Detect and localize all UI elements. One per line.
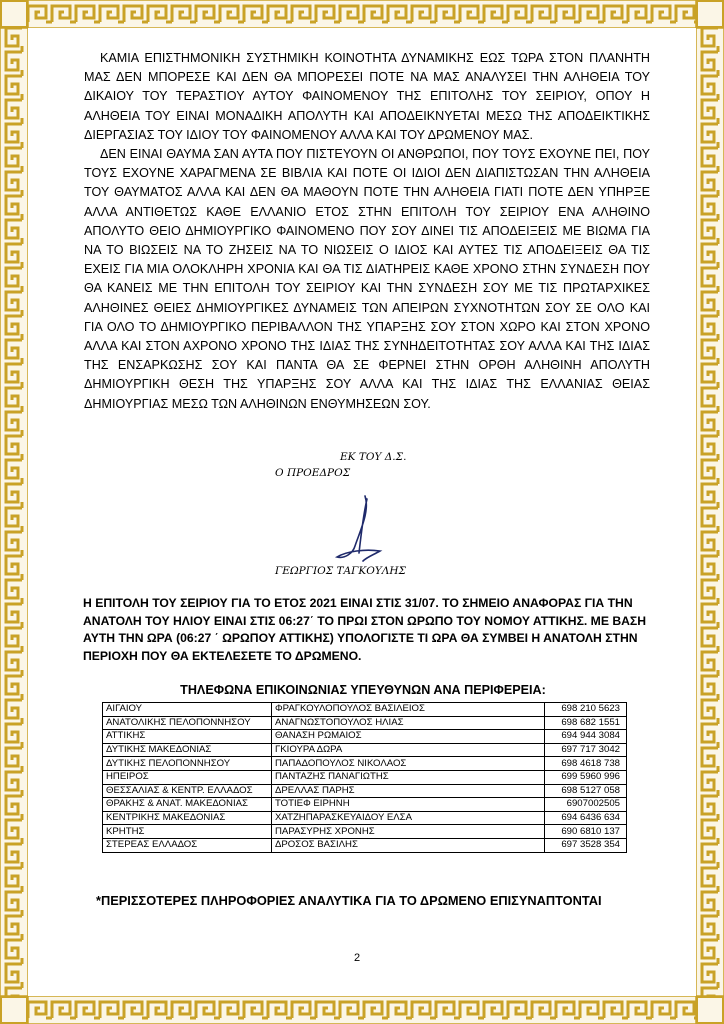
region-cell: ΚΕΝΤΡΙΚΗΣ ΜΑΚΕΔΟΝΙΑΣ bbox=[103, 811, 272, 825]
greek-key-border-bottom bbox=[28, 996, 696, 1024]
person-cell: ΠΑΡΑΣΥΡΗΣ ΧΡΟΝΗΣ bbox=[272, 825, 545, 839]
person-cell: ΑΝΑΓΝΩΣΤΟΠΟΥΛΟΣ ΗΛΙΑΣ bbox=[272, 716, 545, 730]
table-row bbox=[103, 798, 627, 812]
greek-key-border-right bbox=[696, 28, 724, 996]
greek-key-border-left bbox=[0, 28, 28, 996]
greek-key-border-top bbox=[28, 0, 696, 28]
body-text bbox=[84, 49, 650, 414]
phone-cell: 699 5960 996 bbox=[545, 770, 627, 784]
phone-cell: 698 4618 738 bbox=[545, 757, 627, 771]
phone-cell: 6907002505 bbox=[545, 798, 627, 812]
person-cell: ΘΑΝΑΣΗ ΡΩΜΑΙΟΣ bbox=[272, 730, 545, 744]
signature-line-board: ΕΚ ΤΟΥ Δ.Σ. bbox=[340, 451, 407, 463]
table-row bbox=[103, 825, 627, 839]
phone-cell: 697 3528 354 bbox=[545, 838, 627, 852]
person-cell: ΧΑΤΖΗΠΑΡΑΣΚΕΥΑΙΔΟΥ ΕΛΣΑ bbox=[272, 811, 545, 825]
signature-block bbox=[270, 451, 430, 581]
region-cell: ΔΥΤΙΚΗΣ ΜΑΚΕΔΟΝΙΑΣ bbox=[103, 743, 272, 757]
signature-line-title: Ο ΠΡΟΕΔΡΟΣ bbox=[275, 467, 351, 479]
table-row bbox=[103, 743, 627, 757]
person-cell: ΓΚΙΟΥΡΑ ΔΩΡΑ bbox=[272, 743, 545, 757]
phone-cell: 698 210 5623 bbox=[545, 703, 627, 717]
meander-pattern bbox=[6, 28, 22, 996]
signature-name: ΓΕΩΡΓΙΟΣ ΤΑΓΚΟΥΛΗΣ bbox=[275, 565, 406, 577]
person-cell: ΠΑΠΑΔΟΠΟΥΛΟΣ ΝΙΚΟΛΑΟΣ bbox=[272, 757, 545, 771]
paragraph-2: ΔΕΝ ΕΙΝΑΙ ΘΑΥΜΑ ΣΑΝ ΑΥΤΑ ΠΟΥ ΠΙΣΤΕΥΟΥΝ ΟΙ ΑΝΘΡΩΠΟΙ, ΠΟΥ ΤΟΥΣ ΕΧΟΥΝΕ ΠΕΙ, ΠΟΥ ΤΟΥΣ ΕΧΟΥΝΕ ΧΑΡΑΓΜΕΝΑ ΣΕ ΒΙΒΛΙΑ ΚΑΙ ΠΟΤΕ ΟΙ ΙΔΙΟΙ ΔΕΝ ΔΙΑΠΙΣΤΩΣΑΝ ΤΗΝ ΑΛΗΘΕΙΑ ΤΟΥ ΘΑΥΜΑΤΟΣ ΑΛΛΑ ΚΑΙ ΔΕΝ ΘΑ ΜΑΘΟΥΝ ΠΟΤΕ ΤΗΝ ΑΛΗΘΕΙΑ ΓΙΑΤΙ ΠΟΤΕ ΔΕΝ ΥΠΗΡΞΕ ΑΛΛΑ ΑΝΤΙΘΕΤΩΣ ΚΑΘΕ ΕΛΛΑΝΙΟ ΕΤΟΣ ΣΤΗΝ ΕΠΙΤΟΛΗ ΤΟΥ ΣΕΙΡΙΟΥ ΕΝΑ ΑΛΗΘΙΝΟ ΑΠΟΛΥΤΟ ΘΕΙΟ ΔΗΜΙΟΥΡΓΙΚΟ ΦΑΙΝΟΜΕΝΟ ΠΟΥ ΣΟΥ ΔΙΝΕΙ ΤΙΣ ΑΠΟΔΕΙΞΕΙΣ ΜΕ ΒΙΩΜΑ ΓΙΑ ΝΑ ΤΟ ΒΙΩΣΕΙΣ ΝΑ ΤΟ ΖΗΣΕΙΣ ΝΑ ΤΟ ΝΙΩΣΕΙΣ Ο ΙΔΙΟΣ ΚΑΙ ΑΥΤΕΣ ΤΙΣ ΑΠΟΔΕΙΞΕΙΣ ΘΑ ΤΙΣ ΕΧΕΙΣ ΓΙΑ ΜΙΑ ΟΛΟΚΛΗΡΗ ΧΡΟΝΙΑ ΚΑΙ ΘΑ ΤΙΣ ΔΙΑΤΗΡΕΙΣ ΚΑΘΕ ΧΡΟΝΟ ΣΤΗΝ ΣΥΝΔΕΣΗ ΠΟΥ ΘΑ ΚΑΝΕΙΣ ΜΕ ΤΗΝ ΕΠΙΤΟΛΗ ΤΟΥ ΣΕΙΡΙΟΥ ΚΑΙ ΤΗΝ ΣΥΝΔΕΣΗ ΣΟΥ ΜΕ ΤΙΣ ΠΡΩΤΑΡΧΙΚΕΣ ΑΛΗΘΙΝΕΣ ΘΕΙΕΣ ΔΗΜΙΟΥΡΓΙΚΕΣ ΔΥΝΑΜΕΙΣ ΤΩΝ ΑΠΕΙΡΩΝ ΣΥΧΝΟΤΗΤΩΝ ΣΟΥ ΣΕ ΟΛΟ ΚΑΙ ΓΙΑ ΟΛΟ ΤΟ ΔΗΜΙΟΥΡΓΙΚΟ ΠΕΡΙΒΑΛΛΟΝ ΤΗΣ ΥΠΑΡΞΗΣ ΣΟΥ ΣΤΟΝ ΧΩΡΟ ΚΑΙ ΣΤΟΝ ΧΡΟΝΟ ΑΛΛΑ ΚΑΙ ΣΤΟΝ ΑΧΡΟΝΟ ΧΡΟΝΟ ΤΗΣ ΙΔΙΑΣ ΤΗΣ ΣΥΝΗΔΕΙΤΟΤΗΤΑΣ ΣΟΥ ΑΛΛΑ ΚΑΙ ΤΗΣ ΙΔΙΑΣ ΤΗΣ ΕΝΣΑΡΚΩΣΗΣ ΣΟΥ ΚΑΙ ΠΑΝΤΑ ΘΑ ΣΕ ΦΕΡΝΕΙ ΣΤΗΝ ΟΡΘΗ ΑΛΗΘΙΝΗ ΑΠΟΛΥΤΗ ΔΗΜΙΟΥΡΓΙΚΗ ΘΕΣΗ ΤΗΣ ΥΠΑΡΞΗΣ ΣΟΥ ΑΛΛΑ ΚΑΙ ΤΗΣ ΙΔΙΑΣ ΤΗΣ ΕΛΛΑΝΙΑΣ ΘΕΙΑΣ ΔΗΜΙΟΥΡΓΙΑΣ ΜΕΣΩ ΤΩΝ ΑΛΗΘΙΝΩΝ ΕΝΘΥΜΗΣΕΩΝ ΣΟΥ. bbox=[84, 147, 650, 411]
phone-cell: 694 6436 634 bbox=[545, 811, 627, 825]
region-cell: ΘΡΑΚΗΣ & ΑΝΑΤ. ΜΑΚΕΔΟΝΙΑΣ bbox=[103, 798, 272, 812]
table-row bbox=[103, 757, 627, 771]
table-row bbox=[103, 784, 627, 798]
table-row bbox=[103, 838, 627, 852]
person-cell: ΔΡΟΣΟΣ ΒΑΣΙΛΗΣ bbox=[272, 838, 545, 852]
region-cell: ΑΝΑΤΟΛΙΚΗΣ ΠΕΛΟΠΟΝΝΗΣΟΥ bbox=[103, 716, 272, 730]
footer-note: *ΠΕΡΙΣΣΟΤΕΡΕΣ ΠΛΗΡΟΦΟΡΙΕΣ ΑΝΑΛΥΤΙΚΑ ΓΙΑ ΤΟ ΔΡΩΜΕΝΟ ΕΠΙΣΥΝΑΠΤΟΝΤΑΙ bbox=[96, 893, 602, 908]
meander-pattern bbox=[28, 1002, 696, 1018]
person-cell: ΠΑΝΤΑΖΗΣ ΠΑΝΑΓΙΩΤΗΣ bbox=[272, 770, 545, 784]
meander-pattern bbox=[28, 6, 696, 22]
table-row bbox=[103, 811, 627, 825]
table-row bbox=[103, 703, 627, 717]
person-cell: ΤΟΤΙΕΦ ΕΙΡΗΝΗ bbox=[272, 798, 545, 812]
region-cell: ΔΥΤΙΚΗΣ ΠΕΛΟΠΟΝΝΗΣΟΥ bbox=[103, 757, 272, 771]
paragraph-1: ΚΑΜΙΑ ΕΠΙΣΤΗΜΟΝΙΚΗ ΣΥΣΤΗΜΙΚΗ ΚΟΙΝΟΤΗΤΑ ΔΥΝΑΜΙΚΗΣ ΕΩΣ ΤΩΡΑ ΣΤΟΝ ΠΛΑΝΗΤΗ ΜΑΣ ΔΕΝ ΜΠΟΡΕΣΕ ΚΑΙ ΔΕΝ ΘΑ ΜΠΟΡΕΣΕΙ ΠΟΤΕ ΝΑ ΜΑΣ ΑΝΑΛΥΣΕΙ ΤΗΝ ΑΛΗΘΕΙΑ ΤΟΥ ΔΙΚΑΙΟΥ ΤΟΥ ΤΕΡΑΣΤΙΟΥ ΑΥΤΟΥ ΦΑΙΝΟΜΕΝΟΥ ΤΗΣ ΕΠΙΤΟΛΗΣ ΤΟΥ ΣΕΙΡΙΟΥ, ΟΠΟΥ Η ΑΛΗΘΕΙΑ ΤΟΥ ΕΙΝΑΙ ΜΟΝΑΔΙΚΗ ΑΠΟΛΥΤΗ ΚΑΙ ΑΠΟΔΕΙΚΝΥΕΤΑΙ ΜΕΣΩ ΤΗΣ ΑΠΟΔΕΙΚΤΙΚΗΣ ΔΙΕΡΓΑΣΙΑΣ ΤΟΥ ΙΔΙΟΥ ΤΟΥ ΦΑΙΝΟΜΕΝΟΥ ΑΛΛΑ ΚΑΙ ΤΟΥ ΔΡΩΜΕΝΟΥ ΜΑΣ. bbox=[84, 51, 650, 142]
page-number: 2 bbox=[354, 952, 361, 964]
border-corner bbox=[0, 0, 28, 28]
person-cell: ΔΡΕΛΛΑΣ ΠΑΡΗΣ bbox=[272, 784, 545, 798]
border-corner bbox=[696, 996, 724, 1024]
region-cell: ΘΕΣΣΑΛΙΑΣ & ΚΕΝΤΡ. ΕΛΛΑΔΟΣ bbox=[103, 784, 272, 798]
phone-cell: 698 682 1551 bbox=[545, 716, 627, 730]
region-cell: ΑΤΤΙΚΗΣ bbox=[103, 730, 272, 744]
table-row bbox=[103, 716, 627, 730]
phone-cell: 698 5127 058 bbox=[545, 784, 627, 798]
region-cell: ΗΠΕΙΡΟΣ bbox=[103, 770, 272, 784]
region-cell: ΣΤΕΡΕΑΣ ΕΛΛΑΔΟΣ bbox=[103, 838, 272, 852]
table-row bbox=[103, 730, 627, 744]
contacts-title: ΤΗΛΕΦΩΝΑ ΕΠΙΚΟΙΝΩΝΙΑΣ ΥΠΕΥΘΥΝΩΝ ΑΝΑ ΠΕΡΙΦΕΡΕΙΑ: bbox=[180, 683, 546, 697]
border-corner bbox=[0, 996, 28, 1024]
region-cell: ΚΡΗΤΗΣ bbox=[103, 825, 272, 839]
phone-cell: 694 944 3084 bbox=[545, 730, 627, 744]
phone-cell: 697 717 3042 bbox=[545, 743, 627, 757]
region-cell: ΑΙΓΑΙΟΥ bbox=[103, 703, 272, 717]
meander-pattern bbox=[702, 28, 718, 996]
table-row bbox=[103, 770, 627, 784]
contacts-table bbox=[102, 702, 627, 853]
person-cell: ΦΡΑΓΚΟΥΛΟΠΟΥΛΟΣ ΒΑΣΙΛΕΙΟΣ bbox=[272, 703, 545, 717]
phone-cell: 690 6810 137 bbox=[545, 825, 627, 839]
sirius-notice: Η ΕΠΙΤΟΛΗ ΤΟΥ ΣΕΙΡΙΟΥ ΓΙΑ ΤΟ ΕΤΟΣ 2021 ΕΙΝΑΙ ΣΤΙΣ 31/07. ΤΟ ΣΗΜΕΙΟ ΑΝΑΦΟΡΑΣ ΓΙΑ ΤΗΝ ΑΝΑΤΟΛΗ ΤΟΥ ΗΛΙΟΥ ΕΙΝΑΙ ΣΤΙΣ 06:27΄ ΤΟ ΠΡΩΙ ΣΤΟΝ ΩΡΩΠΟ ΤΟΥ ΝΟΜΟΥ ΑΤΤΙΚΗΣ. ΜΕ ΒΑΣΗ ΑΥΤΗ ΤΗΝ ΩΡΑ (06:27 ΄ ΩΡΩΠΟΥ ΑΤΤΙΚΗΣ) ΥΠΟΛΟΓΙΣΤΕ ΤΙ ΩΡΑ ΘΑ ΣΥΜΒΕΙ Η ΑΝΑΤΟΛΗ ΣΤΗΝ ΠΕΡΙΟΧΗ ΠΟΥ ΘΑ ΕΚΤΕΛΕΣΕΤΕ ΤΟ ΔΡΩΜΕΝΟ. bbox=[83, 596, 647, 663]
handwritten-signature bbox=[325, 491, 405, 566]
border-corner bbox=[696, 0, 724, 28]
